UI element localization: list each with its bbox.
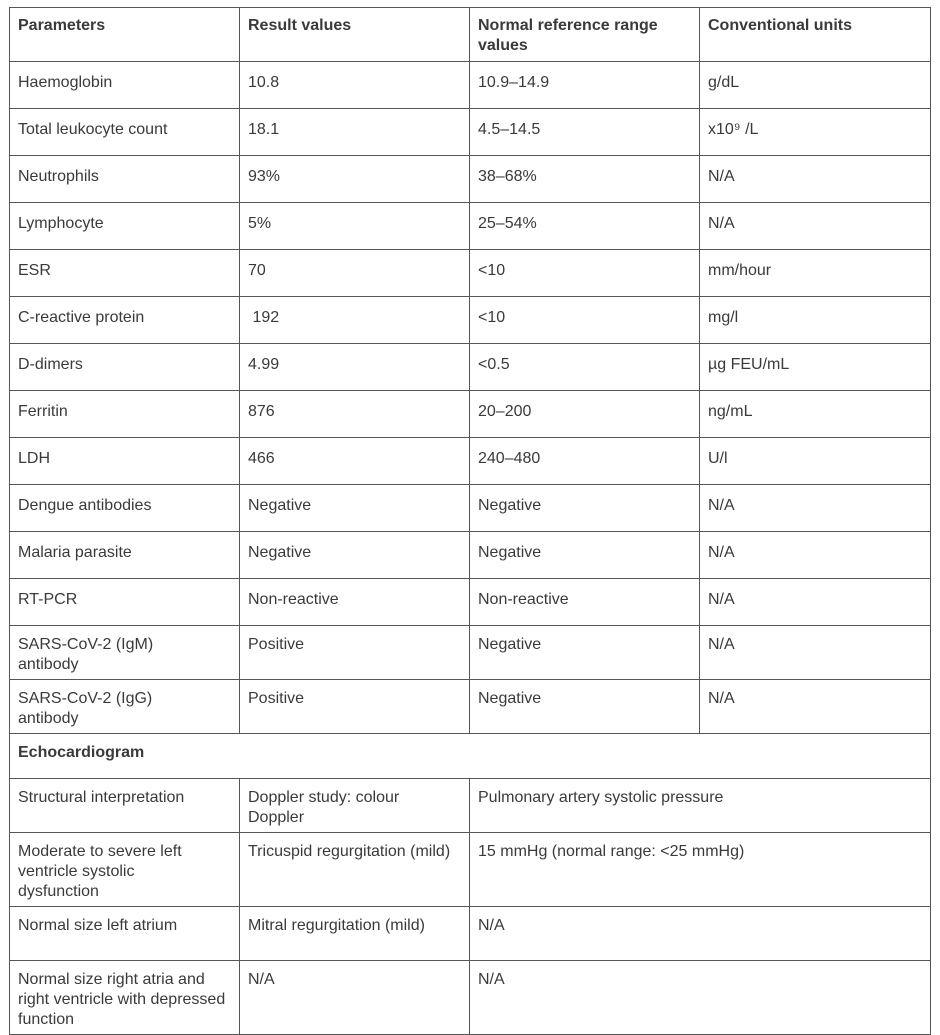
result-cell: Non-reactive [240,579,470,626]
table-row [10,438,931,485]
unit-cell: N/A [700,532,931,579]
range-cell: 25–54% [470,203,700,250]
unit-cell: N/A [700,156,931,203]
header-normal-range: Normal reference range values [470,8,700,62]
result-cell: 876 [240,391,470,438]
result-cell: 93% [240,156,470,203]
table-row [10,344,931,391]
unit-cell: U/l [700,438,931,485]
table-row [10,485,931,532]
table-row [10,203,931,250]
range-cell: Negative [470,485,700,532]
table-row [10,907,931,961]
doppler-cell: N/A [240,961,470,1035]
table-row [10,626,931,680]
range-cell: 20–200 [470,391,700,438]
range-cell: 38–68% [470,156,700,203]
structural-cell: Normal size left atrium [10,907,240,961]
range-cell: 240–480 [470,438,700,485]
result-cell: Negative [240,485,470,532]
result-cell: Positive [240,680,470,734]
result-cell: 192 [240,297,470,344]
unit-cell: N/A [700,680,931,734]
table-row [10,680,931,734]
pressure-cell: N/A [470,907,931,961]
range-cell: Negative [470,680,700,734]
unit-cell: x10⁹ /L [700,109,931,156]
parameter-cell: RT-PCR [10,579,240,626]
unit-cell: mm/hour [700,250,931,297]
unit-cell: g/dL [700,62,931,109]
range-cell: 10.9–14.9 [470,62,700,109]
range-cell: <0.5 [470,344,700,391]
range-cell: 4.5–14.5 [470,109,700,156]
doppler-cell: Tricuspid regurgitation (mild) [240,833,470,907]
result-cell: 466 [240,438,470,485]
pressure-cell: 15 mmHg (normal range: <25 mmHg) [470,833,931,907]
result-cell: 10.8 [240,62,470,109]
parameter-cell: Dengue antibodies [10,485,240,532]
parameter-cell: Haemoglobin [10,62,240,109]
parameter-cell: SARS-CoV-2 (IgG) antibody [10,680,240,734]
table-row [10,779,931,833]
lab-results-table [9,7,931,1035]
parameter-cell: LDH [10,438,240,485]
result-cell: 70 [240,250,470,297]
parameter-cell: ESR [10,250,240,297]
range-cell: Non-reactive [470,579,700,626]
doppler-cell: Doppler study: colour Doppler [240,779,470,833]
header-units: Conventional units [700,8,931,62]
pressure-cell: N/A [470,961,931,1035]
parameter-cell: SARS-CoV-2 (IgM) antibody [10,626,240,680]
section-row-echocardiogram [10,734,931,779]
header-result-values: Result values [240,8,470,62]
parameter-cell: Malaria parasite [10,532,240,579]
structural-cell: Structural interpretation [10,779,240,833]
range-cell: Negative [470,626,700,680]
unit-cell: N/A [700,485,931,532]
structural-cell: Normal size right atria and right ventricle with depressed function [10,961,240,1035]
result-cell: 5% [240,203,470,250]
result-cell: 4.99 [240,344,470,391]
unit-cell: N/A [700,579,931,626]
structural-cell: Moderate to severe left ventricle systolic dysfunction [10,833,240,907]
table-row [10,250,931,297]
parameter-cell: D-dimers [10,344,240,391]
table-row [10,579,931,626]
unit-cell: µg FEU/mL [700,344,931,391]
unit-cell: ng/mL [700,391,931,438]
range-cell: <10 [470,297,700,344]
pressure-cell: Pulmonary artery systolic pressure [470,779,931,833]
table-row [10,62,931,109]
table-row [10,833,931,907]
table-row [10,109,931,156]
unit-cell: N/A [700,626,931,680]
section-title: Echocardiogram [10,734,931,779]
range-cell: Negative [470,532,700,579]
unit-cell: mg/l [700,297,931,344]
parameter-cell: Total leukocyte count [10,109,240,156]
lab-results-table-container [9,7,930,1035]
table-row [10,532,931,579]
parameter-cell: Ferritin [10,391,240,438]
parameter-cell: C-reactive protein [10,297,240,344]
unit-cell: N/A [700,203,931,250]
parameter-cell: Lymphocyte [10,203,240,250]
table-row [10,156,931,203]
table-row [10,391,931,438]
result-cell: Negative [240,532,470,579]
header-row [10,8,931,62]
range-cell: <10 [470,250,700,297]
table-row [10,297,931,344]
result-cell: 18.1 [240,109,470,156]
result-cell: Positive [240,626,470,680]
doppler-cell: Mitral regurgitation (mild) [240,907,470,961]
header-parameters: Parameters [10,8,240,62]
parameter-cell: Neutrophils [10,156,240,203]
